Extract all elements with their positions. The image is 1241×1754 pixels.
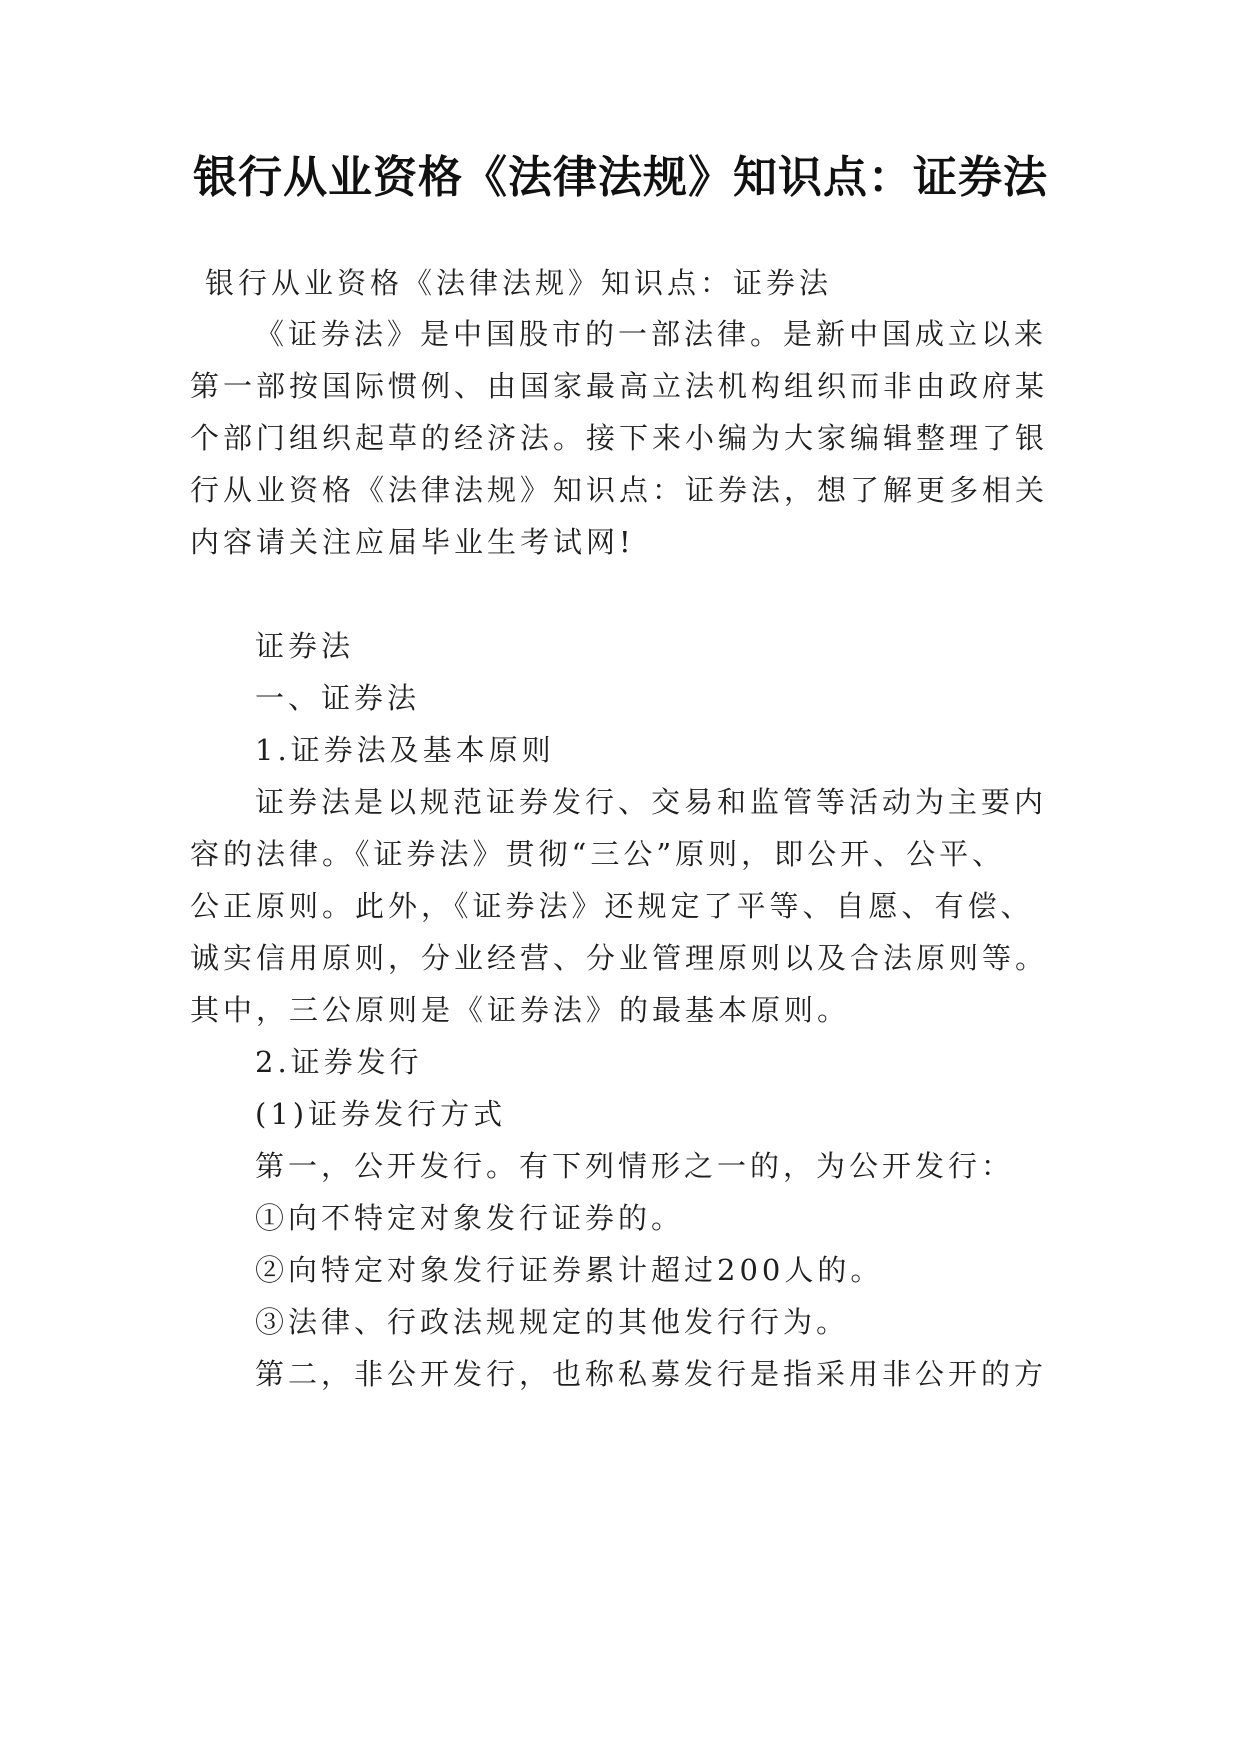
body-paragraph-line: 容的法律。《证券法》贯彻“三公”原则，即公开、公平、: [190, 837, 1006, 871]
intro-paragraph-line: 内容请关注应届毕业生考试网!: [190, 525, 635, 559]
body-paragraph-line: 其中，三公原则是《证券法》的最基本原则。: [190, 993, 851, 1027]
body-paragraph-line: 诚实信用原则，分业经营、分业管理原则以及合法原则等。: [190, 941, 1049, 975]
list-item: ③法律、行政法规规定的其他发行行为。: [255, 1305, 850, 1339]
subsection-heading: 1.证券法及基本原则: [255, 733, 555, 767]
intro-paragraph-line: 《证券法》是中国股市的一部法律。是新中国成立以来: [255, 317, 1048, 351]
body-paragraph-line: 第一，公开发行。有下列情形之一的，为公开发行：: [255, 1149, 1015, 1183]
subsection-heading: (1)证券发行方式: [255, 1097, 507, 1131]
list-item: ①向不特定对象发行证券的。: [255, 1201, 685, 1235]
list-item: ②向特定对象发行证券累计超过200人的。: [255, 1253, 884, 1287]
document-title: 银行从业资格《法律法规》知识点：证券法: [193, 152, 1048, 203]
body-paragraph-line: 公正原则。此外，《证券法》还规定了平等、自愿、有偿、: [190, 889, 1034, 923]
intro-paragraph-line: 个部门组织起草的经济法。接下来小编为大家编辑整理了银: [190, 421, 1049, 455]
subsection-heading: 2.证券发行: [255, 1045, 423, 1079]
intro-paragraph-line: 行从业资格《法律法规》知识点：证券法，想了解更多相关: [190, 473, 1049, 507]
intro-paragraph-line: 第一部按国际惯例、由国家最高立法机构组织而非由政府某: [190, 369, 1049, 403]
intro-heading: 银行从业资格《法律法规》知识点：证券法: [205, 266, 833, 300]
subsection-heading: 一、证券法: [255, 681, 421, 715]
body-paragraph-line: 证券法是以规范证券发行、交易和监管等活动为主要内: [255, 785, 1048, 819]
section-heading: 证券法: [255, 629, 355, 663]
body-paragraph-line: 第二，非公开发行，也称私募发行是指采用非公开的方: [255, 1357, 1048, 1391]
